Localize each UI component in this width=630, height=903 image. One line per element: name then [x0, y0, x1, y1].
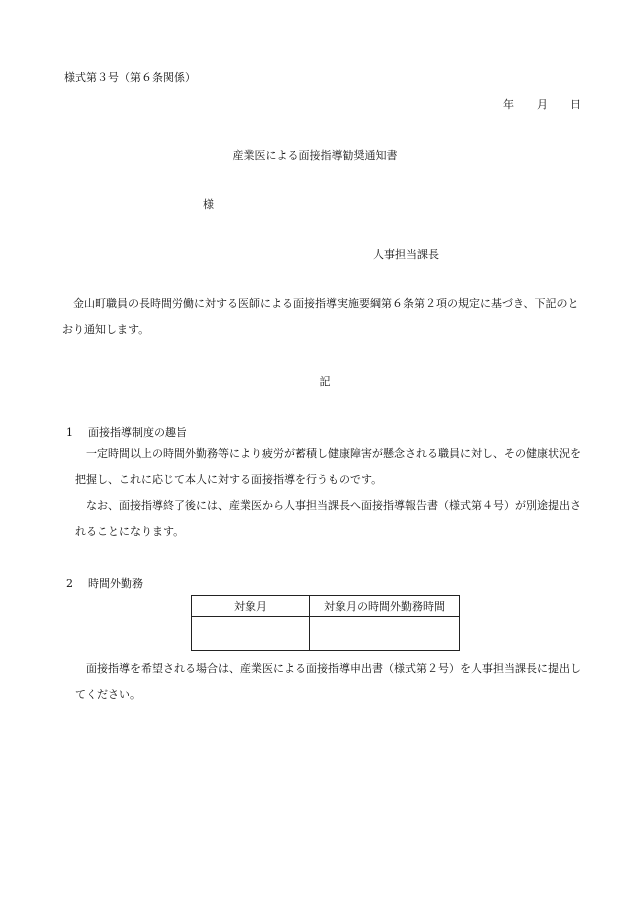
section-1-title: 面接指導制度の趣旨	[88, 426, 187, 439]
date-day-label: 日	[570, 98, 581, 111]
section-2-number: 2	[66, 577, 73, 590]
section-2-title: 時間外勤務	[88, 577, 143, 590]
date-month-label: 月	[537, 98, 548, 111]
section-1-heading	[66, 424, 187, 440]
section-1-paragraph-1: 一定時間以上の時間外勤務等により疲労が蓄積し健康障害が懸念される職員に対し、その健康状況を把握し、これに応じて本人に対する面接指導を行うものです。	[75, 447, 581, 486]
overtime-table	[191, 595, 460, 651]
recipient-honorific: 様	[203, 198, 214, 211]
column-header-target-month: 対象月	[192, 596, 310, 617]
section-2-heading	[66, 575, 143, 591]
overtime-hours-cell[interactable]	[310, 617, 460, 651]
column-header-overtime-hours: 対象月の時間外勤務時間	[310, 596, 460, 617]
target-month-cell[interactable]	[192, 617, 310, 651]
form-number-label: 様式第３号（第６条関係）	[64, 71, 196, 84]
section-2-paragraph: 面接指導を希望される場合は、産業医による面接指導申出書（様式第２号）を人事担当課長に提出してください。	[75, 662, 581, 701]
date-year-label: 年	[503, 98, 514, 111]
section-1-number: 1	[66, 426, 73, 439]
intro-paragraph: 金山町職員の長時間労働に対する医師による面接指導実施要綱第６条第２項の規定に基づき、下記のとおり通知します。	[62, 297, 579, 336]
ki-heading: 記	[319, 375, 331, 388]
section-1-paragraph-2: なお、面接指導終了後には、産業医から人事担当課長へ面接指導報告書（様式第４号）が別途提出されることになります。	[75, 499, 581, 538]
table-header-row	[192, 596, 460, 617]
sender-title: 人事担当課長	[373, 248, 439, 261]
document-title: 産業医による面接指導勧奨通知書	[232, 149, 398, 162]
date-line	[503, 96, 581, 112]
table-row	[192, 617, 460, 651]
